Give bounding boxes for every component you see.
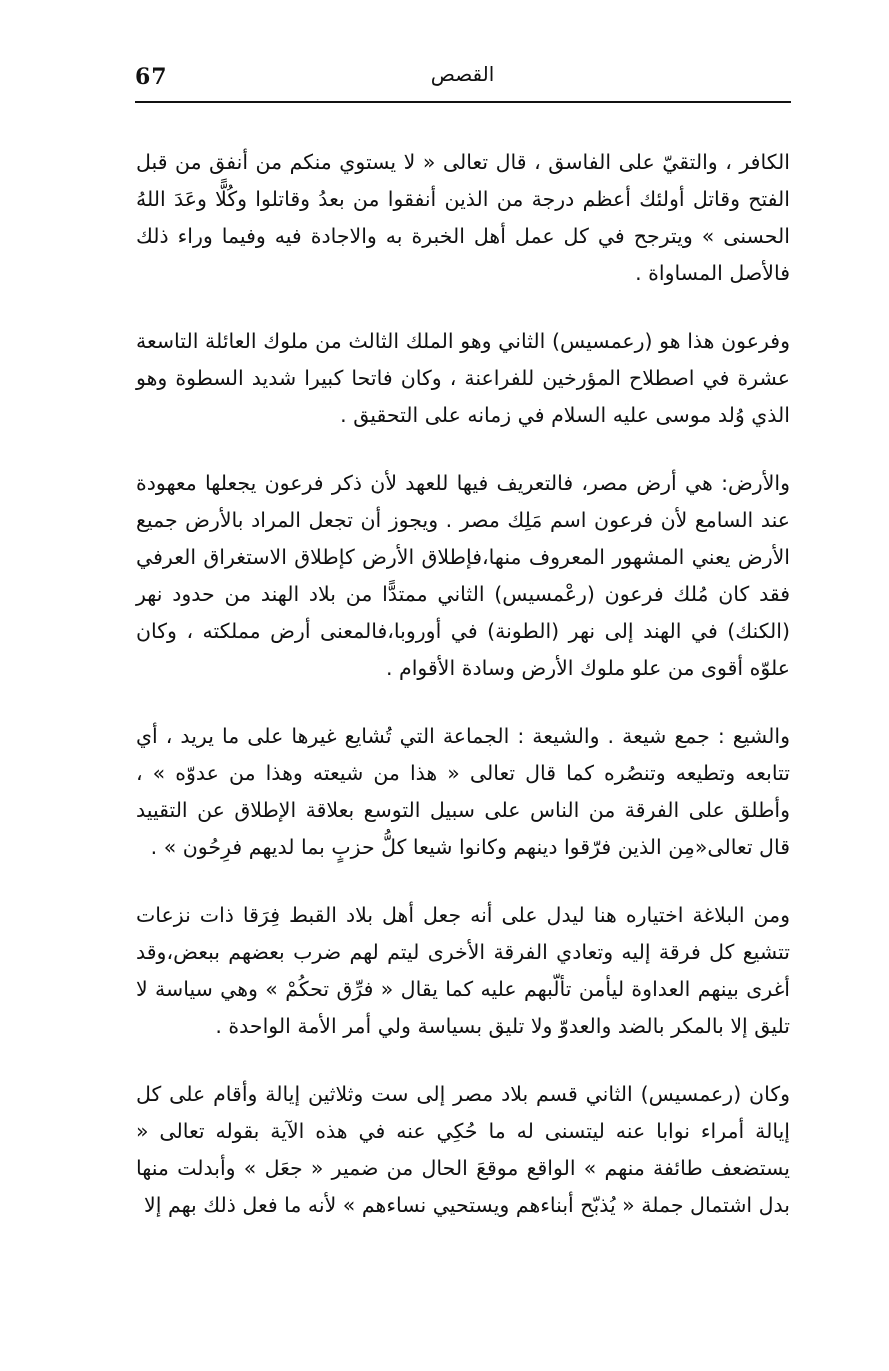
paragraph: ومن البلاغة اختياره هنا ليدل على أنه جعل أهل بلاد القبط فِرَقا ذات نزعات تتشيع كل فرقة إليه وتعادي الفرقة الأخرى ليتم لهم ضرب بعضهم ببعض،وقد أغرى بينهم العداوة ليأمن تألّبهم عليه كما يقال « فرِّق تحكُمْ » وهي سياسة لا تليق إلا بالمكر بالضد والعدوّ ولا تليق بسياسة ولي أمر الأمة الواحدة . <box>136 903 790 1038</box>
running-title: القصص <box>430 62 495 86</box>
paragraph: وكان (رعمسيس) الثاني قسم بلاد مصر إلى ست وثلاثين إيالة وأقام على كل إيالة أمراء نوابا عنه ليتسنى له ما حُكِي عنه في هذه الآية بقوله تعالى « يستضعف طائفة منهم » الواقع موقعَ الحال من ضمير « جعَل » وأبدلت منها بدل اشتمال جملة « يُذبّح أبناءهم ويستحيي نساءهم » لأنه ما فعل ذلك بهم إلا <box>136 1082 790 1217</box>
page-header <box>135 60 790 94</box>
paragraph: وفرعون هذا هو (رعمسيس) الثاني وهو الملك الثالث من ملوك العائلة التاسعة عشرة في اصطلاح المؤرخين للفراعنة ، وكان فاتحا كبيرا شديد السطوة وهو الذي وُلد موسى عليه السلام في زمانه على التحقيق . <box>136 329 790 427</box>
paragraph: والشيع : جمع شيعة . والشيعة : الجماعة التي تُشايع غيرها على ما يريد ، أي تتابعه وتطيعه وتنصُره كما قال تعالى « هذا من شيعته وهذا من عدوّه » ، وأطلق على الفرقة من الناس على سبيل التوسع بعلاقة الإطلاق عن التقييد قال تعالى«مِن الذين فرّقوا دينهم وكانوا شيعا كلُّ حزبٍ بما لديهم فرِحُون » . <box>136 724 790 859</box>
paragraph: والأرض: هي أرض مصر، فالتعريف فيها للعهد لأن ذكر فرعون يجعلها معهودة عند السامع لأن فرعون اسم مَلِك مصر . ويجوز أن تجعل المراد بالأرض جميع الأرض يعني المشهور المعروف منها،فإطلاق الأرض كإطلاق الاستغراق العرفي فقد كان مُلك فرعون (رعْمسيس) الثاني ممتدًّا من بلاد الهند من حدود نهر (الكنك) في الهند إلى نهر (الطونة) في أوروبا،فالمعنى أرض مملكته ، وكان علوّه أقوى من علو ملوك الأرض وسادة الأقوام . <box>136 471 790 680</box>
paragraph: الكافر ، والتقيّ على الفاسق ، قال تعالى « لا يستوي منكم من أنفق من قبل الفتح وقاتل أولئك أعظم درجة من الذين أنفقوا من بعدُ وقاتلوا وكُلًّا وعَدَ اللهُ الحسنى » ويترجح في كل عمل أهل الخبرة به والاجادة فيه وفيما وراء ذلك فالأصل المساواة . <box>136 150 790 285</box>
body-text <box>136 144 790 1224</box>
header-rule <box>135 101 791 103</box>
page-number: 67 <box>135 64 168 90</box>
